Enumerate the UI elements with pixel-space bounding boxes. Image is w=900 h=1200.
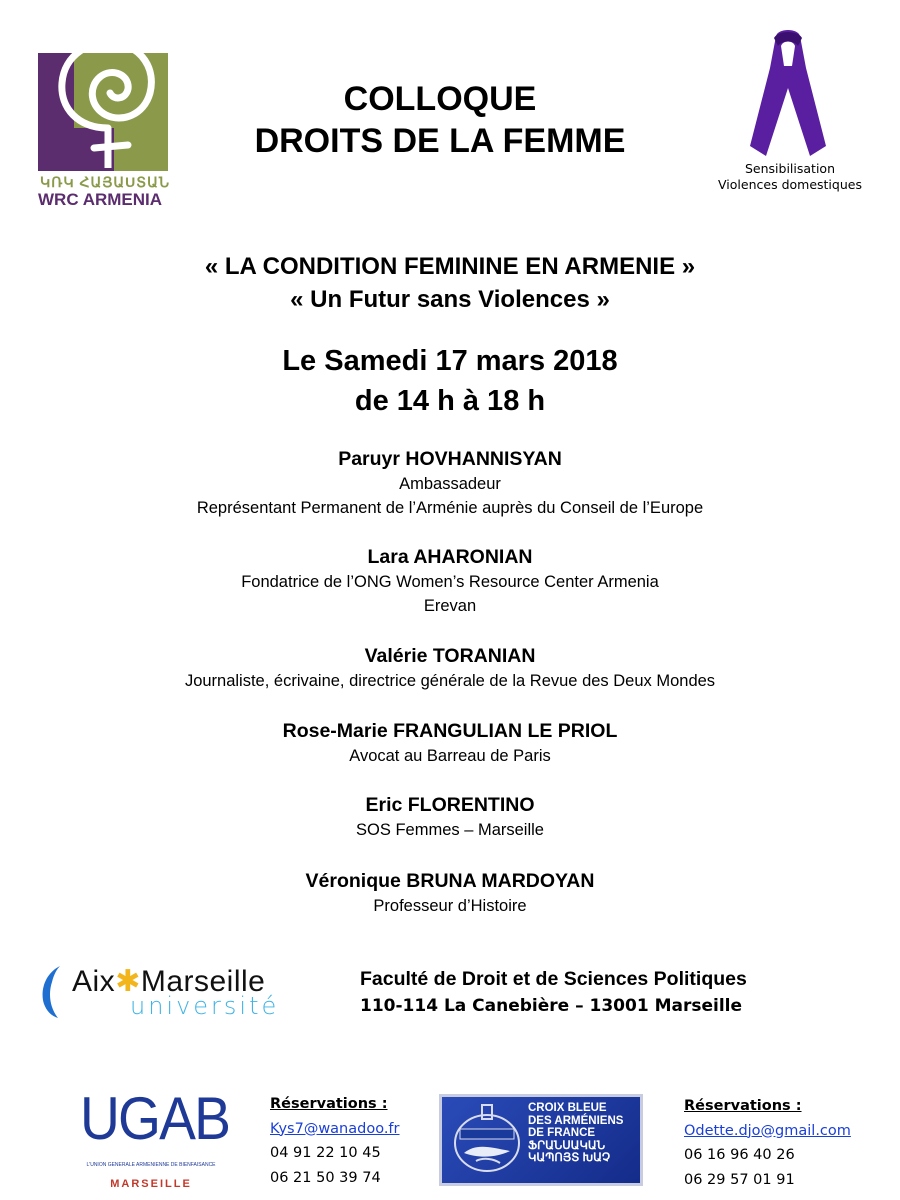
speaker-role: Avocat au Barreau de Paris xyxy=(349,747,551,765)
title-line1: COLLOQUE xyxy=(343,80,537,118)
ugab-text: UGAB xyxy=(80,1085,230,1152)
ugab-tagline: L'UNION GÉNÉRALE ARMÉNIENNE DE BIENFAISANCE xyxy=(86,1162,216,1168)
croix-bleue-line3: DE FRANCE xyxy=(528,1127,596,1139)
croix-bleue-line2: DES ARMÉNIENS xyxy=(528,1114,624,1127)
wrc-armenia-logo xyxy=(38,33,170,211)
speaker xyxy=(0,868,900,918)
speaker xyxy=(0,718,900,768)
email-link[interactable]: Odette.djo@gmail.com xyxy=(684,1122,851,1139)
ugab-logo xyxy=(78,1085,230,1198)
amu-text-universite: université xyxy=(130,992,280,1020)
page-title xyxy=(190,78,690,162)
subtitle-line1: « LA CONDITION FEMININE EN ARMENIE » xyxy=(204,253,696,280)
amu-text-aix: Aix xyxy=(72,965,116,998)
speaker-name: Rose-Marie FRANGULIAN LE PRIOL xyxy=(282,720,618,742)
wrc-latin-text: WRC ARMENIA xyxy=(38,190,163,209)
speaker-role: Professeur d’Histoire xyxy=(373,897,527,915)
speaker xyxy=(0,446,900,520)
aix-marseille-logo xyxy=(38,962,348,1022)
croix-bleue-text xyxy=(528,1102,623,1165)
event-date xyxy=(0,341,900,421)
ribbon-caption-line2: Violences domestiques xyxy=(718,177,862,192)
emblem-icon xyxy=(450,1103,524,1177)
speaker-role: Fondatrice de l’ONG Women’s Resource Center Armenia xyxy=(241,573,659,591)
speaker-name: Eric FLORENTINO xyxy=(365,794,535,816)
wrc-armenian-text: ԿՌԿ ՀԱՅԱUՏԱՆ xyxy=(40,174,171,190)
reservations-ugab xyxy=(270,1092,400,1190)
venue-name: Faculté de Droit et de Sciences Politiques xyxy=(360,968,747,990)
phone-number: 06 21 50 39 74 xyxy=(270,1169,381,1186)
speaker-name: Paruyr HOVHANNISYAN xyxy=(338,448,562,470)
speaker-role: Ambassadeur xyxy=(399,475,501,493)
reservations-label: Réservations : xyxy=(684,1098,802,1114)
speaker xyxy=(0,643,900,693)
croix-bleue-line1: CROIX BLEUE xyxy=(528,1102,607,1114)
time-line: de 14 h à 18 h xyxy=(354,385,546,417)
ribbon-caption-line1: Sensibilisation xyxy=(744,161,835,176)
croix-bleue-line4: ՖՐԱՆՍԱԿԱՆ xyxy=(528,1139,606,1152)
speaker-role: Journaliste, écrivaine, directrice générale de la Revue des Deux Mondes xyxy=(184,672,716,690)
title-line2: DROITS DE LA FEMME xyxy=(254,122,626,160)
croix-bleue-logo xyxy=(439,1094,643,1186)
venue-address: 110-114 La Canebière – 13001 Marseille xyxy=(360,996,743,1016)
crescent-icon xyxy=(38,964,62,1018)
ugab-city: MARSEILLE xyxy=(110,1178,192,1190)
subtitle xyxy=(0,250,900,316)
subtitle-line2: « Un Futur sans Violences » xyxy=(290,286,610,313)
phone-number: 06 29 57 01 91 xyxy=(684,1171,795,1188)
speaker-name: Véronique BRUNA MARDOYAN xyxy=(305,870,595,892)
speaker-role: SOS Femmes – Marseille xyxy=(356,821,544,839)
speaker-name: Lara AHARONIAN xyxy=(367,546,533,568)
ribbon-caption xyxy=(700,161,880,193)
speaker-role: Représentant Permanent de l’Arménie auprès du Conseil de l’Europe xyxy=(196,499,704,517)
reservations-label: Réservations : xyxy=(270,1096,388,1112)
speaker-role: Erevan xyxy=(423,597,477,615)
purple-ribbon-icon xyxy=(748,28,828,158)
speaker xyxy=(0,792,900,842)
reservations-croix-bleue xyxy=(684,1094,851,1192)
phone-number: 04 91 22 10 45 xyxy=(270,1145,381,1161)
venue xyxy=(360,966,747,1020)
croix-bleue-line5: ԿԱՊՈՅՏ ԽԱՉ xyxy=(528,1152,611,1164)
email-link[interactable]: Kys7@wanadoo.fr xyxy=(270,1120,400,1137)
speaker-name: Valérie TORANIAN xyxy=(364,645,536,667)
date-line: Le Samedi 17 mars 2018 xyxy=(282,345,618,377)
speaker xyxy=(0,544,900,618)
asterisk-icon: ✱ xyxy=(115,965,141,998)
phone-number: 06 16 96 40 26 xyxy=(684,1147,795,1163)
amu-text-marseille: Marseille xyxy=(140,965,266,998)
